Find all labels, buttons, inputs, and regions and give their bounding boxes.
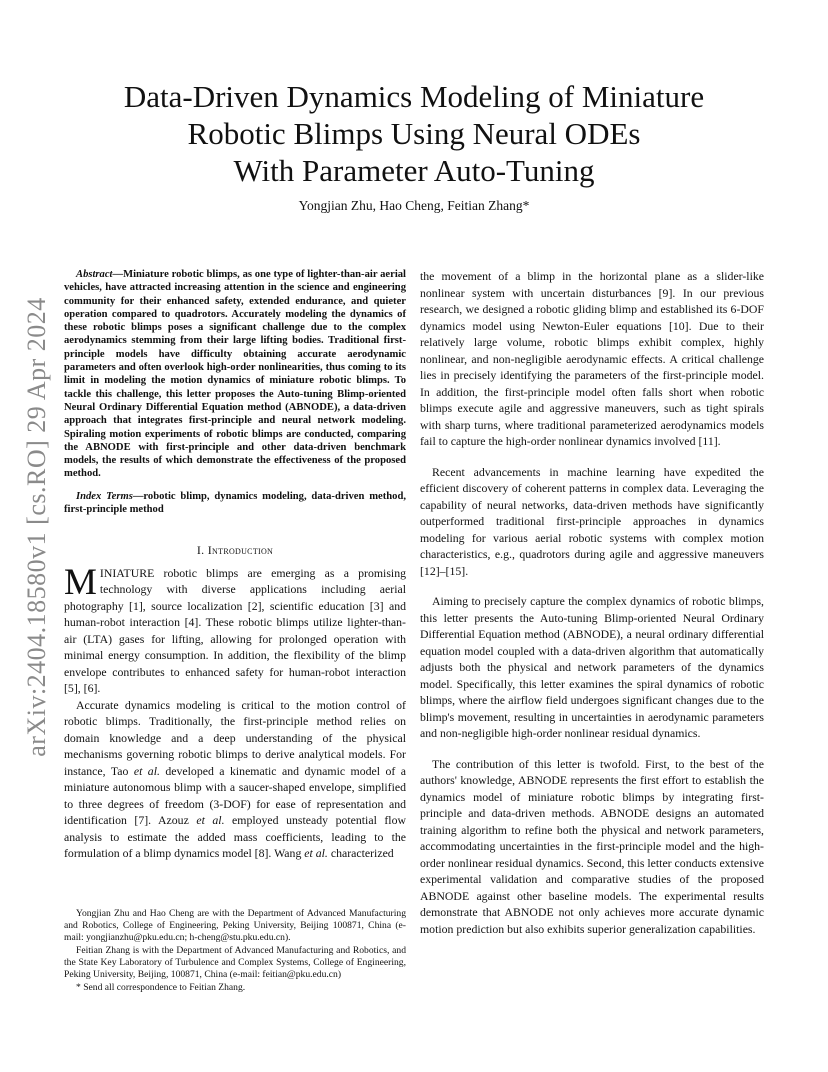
abstract-lead: Abstract — [76, 269, 113, 280]
drop-cap: M — [64, 561, 97, 603]
index-terms-text: —robotic blimp, dynamics modeling, data-driven method, first-principle method — [64, 490, 406, 516]
section-heading: I. Introduction — [196, 543, 274, 558]
title-line: Robotic Blimps Using Neural ODEs — [187, 116, 641, 151]
body-paragraph: Aiming to precisely capture the complex dynamics of robotic blimps, this letter presents the Auto-tuning Blimp-oriented Neural Ordinary Differential Equation method (ABNODE), a neural ordinary differential equation model coupled with a data-driven algorithm that automatically adjusts both the physical and network parameters of the dynamics model. Specifically, this letter examines the spiral dynamics of robotic blimps, where the airflow field undergoes significant changes due to the blimp's movement, resulting in uncertainties in aerodynamic parameters and non-negligible high-order nonlinear residual dynamics. — [420, 594, 764, 740]
body-paragraph: Recent advancements in machine learning have expedited the efficient discovery of coherent patterns in complex data. Leveraging the capability of neural networks, data-driven methods have significantly outperformed traditional first-principle approaches in dynamics modeling for various aerial robotic systems with complex motion characteristics, e.g., quadrotors during agile and aggressive maneuvers [12]–[15]. — [420, 464, 764, 578]
text-run: employed unsteady potential flow analysis to estimate the added mass coefficients, leading to the formulation of a blimp dynamics model [8]. Wang — [64, 813, 406, 861]
arxiv-sidebar — [22, 292, 52, 762]
footnote: Yongjian Zhu and Hao Cheng are with the Department of Advanced Manufacturing and Robotics, College of Engineering, Peking University, Beijing 100871, China (e-mail: yongjianzhu@pku.edu.cn; h-cheng@stu.pku.edu.cn). — [64, 908, 406, 943]
intro-paragraph — [64, 697, 406, 862]
footnotes — [64, 908, 406, 995]
et-al: et al. — [304, 846, 328, 861]
body-paragraph: the movement of a blimp in the horizontal plane as a slider-like nonlinear system with uncertain disturbances [9]. In our previous research, we designed a robotic gliding blimp and established its 6-DOF dynamics model using Newton-Euler equations [10]. Due to their relatively large volume, robotic blimps exhibit complex, highly nonlinear, and non-negligible aerodynamic effects. A critical challenge lies in precisely identifying the parameters of the first-principle model. In addition, the first-principle model often falls short when robotic blimps execute agile and aggressive maneuvers, such as tight spirals with sharp turns, where traditional parameterized aerodynamics models fail to capture the high-order nonlinear dynamics involved [11]. — [420, 269, 764, 448]
footnote: Feitian Zhang is with the Department of Advanced Manufacturing and Robotics, and the State Key Laboratory of Turbulence and Complex Systems, College of Engineering, Peking University, Beijing, 100871, China (e-mail: feitian@pku.edu.cn) — [64, 945, 406, 980]
text-run: developed a kinematic and dynamic model of a miniature autonomous blimp with a saucer-shaped envelope, simplified to three degrees of freedom (3-DOF) for ease of representation and identification [7]. Azouz — [64, 763, 406, 828]
footnote: * Send all correspondence to Feitian Zhang. — [76, 982, 246, 993]
title-line: Data-Driven Dynamics Modeling of Miniature — [123, 79, 705, 114]
index-terms-lead: Index Terms — [76, 490, 133, 502]
right-column — [420, 268, 764, 937]
et-al: et al. — [133, 763, 160, 778]
intro-paragraph — [64, 561, 406, 697]
abstract — [64, 268, 406, 481]
left-column — [64, 268, 406, 862]
text-run: characterized — [327, 846, 394, 861]
et-al: et al. — [196, 813, 225, 828]
intro-text: INIATURE robotic blimps are emerging as a promising technology with diverse applications including aerial photography [1], source localization [2], scientific education [3] and human-robot interaction [4]. These robotic blimps utilize lighter-than-air (LTA) gases for lifting, allowing for prolonged operation with minimal energy consumption. In addition, the flexibility of the blimp envelope contributes to enhanced safety for human-robot interaction [5], [6]. — [64, 565, 406, 696]
author-list: Yongjian Zhu, Hao Cheng, Feitian Zhang* — [298, 198, 530, 213]
paper-title — [60, 78, 768, 189]
title-line: With Parameter Auto-Tuning — [233, 153, 595, 188]
body-paragraph: The contribution of this letter is twofold. First, to the best of the authors' knowledge, ABNODE represents the first effort to establish the dynamics model of miniature robotic blimps by integrating first-principle and data-driven methods. ABNODE designs an automated training algorithm to refine both the physical and network parameters, accommodating uncertainties in the first-principle model and the high-order nonlinear residual dynamics. Second, this letter conducts extensive experimental validation and comparative studies of the proposed ABNODE against other baseline models. The experimental results demonstrate that ABNODE not only achieves more accurate dynamic motion prediction but also exhibits superior generalization capabilities. — [420, 756, 764, 936]
arxiv-identifier: arXiv:2404.18580v1 [cs.RO] 29 Apr 2024 — [22, 297, 52, 757]
abstract-paragraph — [64, 268, 406, 481]
index-terms — [64, 490, 406, 517]
abstract-text: —Miniature robotic blimps, as one type of lighter-than-air aerial vehicles, have attracted increasing attention in the science and engineering community for their enhanced safety, extended endurance, and quieter operation compared to quadrotors. Accurately modeling the dynamics of these robotic blimps poses a significant challenge due to the complex aerodynamics stemming from their large lifting bodies. Traditional first-principle models have difficulty obtaining accurate aerodynamic parameters and often overlook high-order nonlinearities, thus coming to its limit in modeling the motion dynamics of miniature robotic blimps. To tackle this challenge, this letter proposes the Auto-tuning Blimp-oriented Neural Ordinary Differential Equation method (ABNODE), a data-driven approach that integrates first-principle and neural network modeling. Spiraling motion experiments of robotic blimps are conducted, comparing the ABNODE with first-principle and other data-driven benchmark models, the results of which demonstrate the effectiveness of the proposed method. — [64, 269, 406, 480]
text-run: Accurate dynamics modeling is critical to the motion control of robotic blimps. Traditionally, the first-principle method relies on domain knowledge and a deep understanding of the physical mechanisms governing robotic blimps to derive analytical models. For instance, Tao — [64, 697, 406, 778]
